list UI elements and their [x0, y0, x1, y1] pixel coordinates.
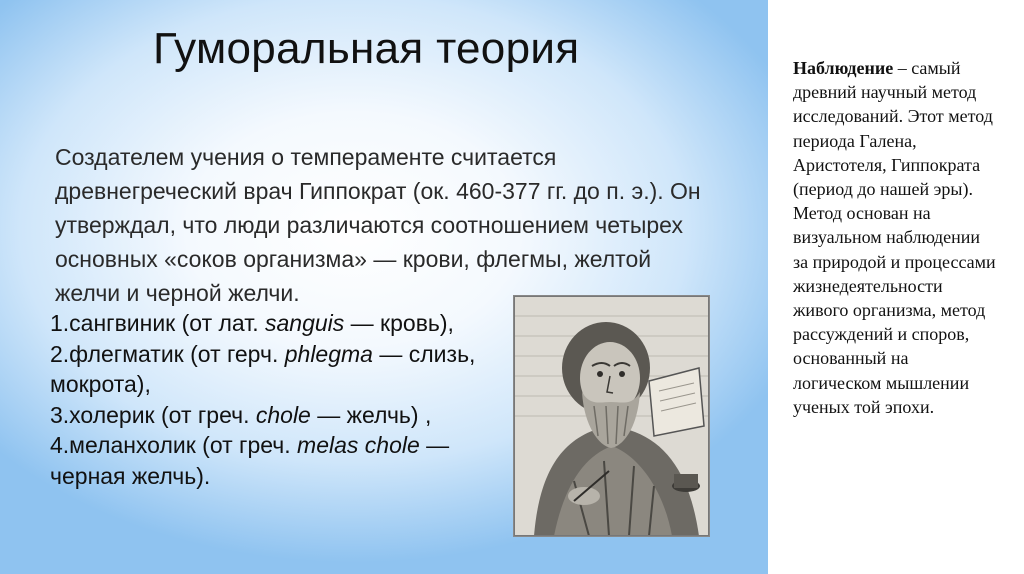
observation-text: – самый древний научный метод исследований. Этот метод периода Галена, Аристотеля, Гиппократа (период до нашей эры). Метод основан на визуальном наблюдении за природой и процессами жизнедеятельности живого организма, метод рассуждений и споров, основанный на логическом мышлении ученых той эпохи. [793, 58, 996, 417]
list-item: 3.холерик (от греч. chole — желчь) , [50, 401, 432, 428]
slide-title: Гуморальная теория [153, 24, 580, 73]
temperament-list [50, 308, 500, 491]
observation-note [793, 56, 998, 419]
observation-term: Наблюдение [793, 58, 894, 78]
list-item: 4.меланхолик (от греч. melas chole — черная желчь). [50, 432, 450, 489]
intro-paragraph: Создателем учения о темпераменте считается древнегреческий врач Гиппократ (ок. 460-377 гг. до п. э.). Он утверждал, что люди различаются соотношением четырех основных «соков организма» — крови, флегмы, желтой желчи и черной желчи. [55, 144, 701, 306]
portrait-engraving [514, 296, 709, 536]
list-item: 2.флегматик (от герч. phlegma — слизь, мокрота), [50, 340, 476, 397]
list-item: 1.сангвиник (от лат. sanguis — кровь), [50, 310, 454, 336]
hippocrates-portrait [513, 295, 710, 537]
